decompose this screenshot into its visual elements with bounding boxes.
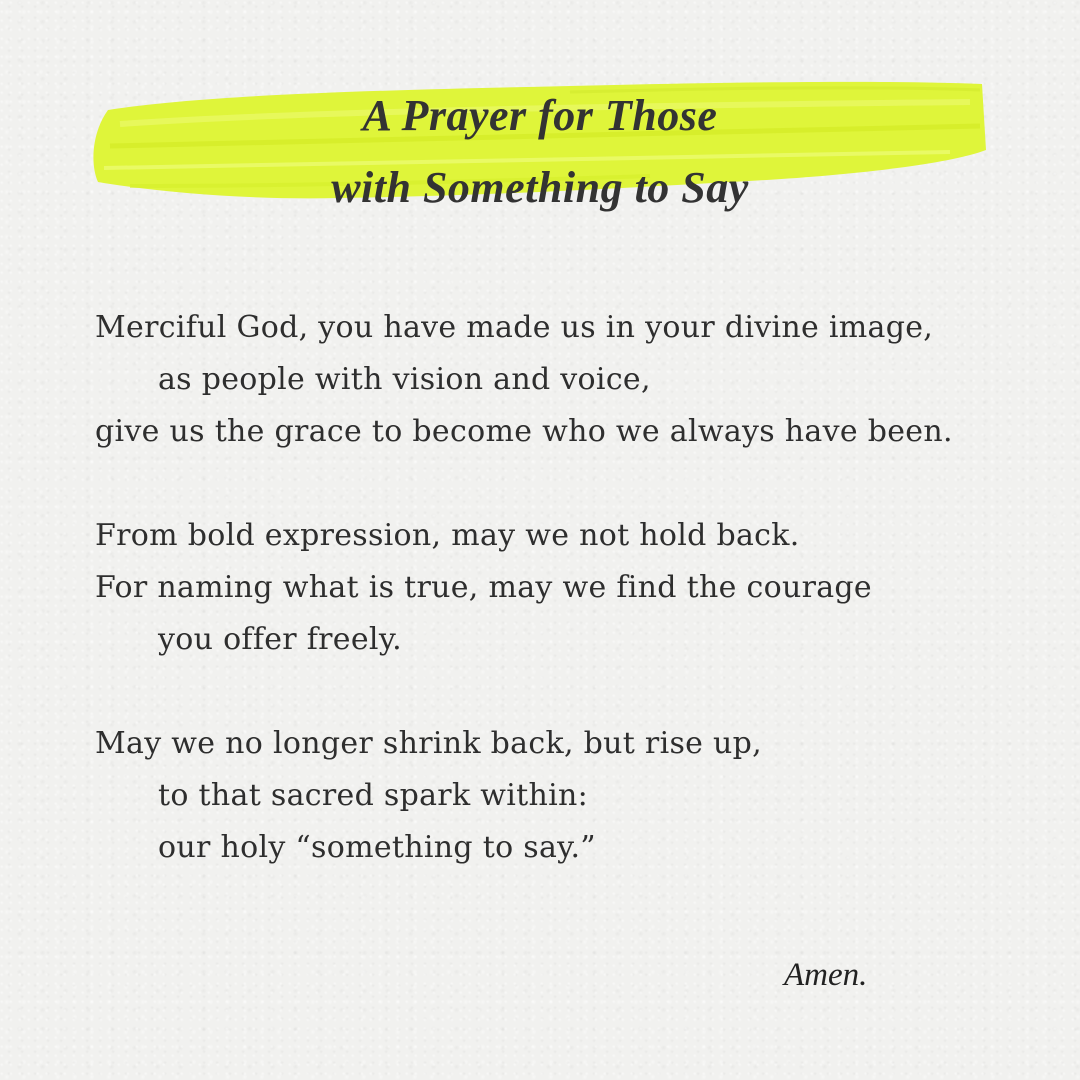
stanza-line: as people with vision and voice, xyxy=(158,362,651,397)
stanza-line: our holy “something to say.” xyxy=(158,830,596,865)
stanza-line: From bold expression, may we not hold back. xyxy=(95,518,800,553)
stanza-line: For naming what is true, may we find the courage xyxy=(95,570,872,605)
stanza-3 xyxy=(95,718,995,874)
stanza-2 xyxy=(95,510,995,666)
stanza-line: Merciful God, you have made us in your divine image, xyxy=(95,310,934,345)
title-block xyxy=(90,72,990,212)
stanza-line: give us the grace to become who we always have been. xyxy=(95,414,953,449)
page-title xyxy=(90,80,990,224)
title-line-2: with Something to Say xyxy=(331,163,749,212)
prayer-body xyxy=(95,302,995,926)
stanza-line: you offer freely. xyxy=(158,622,402,657)
stanza-1 xyxy=(95,302,995,458)
title-line-1: A Prayer for Those xyxy=(362,91,718,140)
stanza-line: to that sacred spark within: xyxy=(158,778,589,813)
closing-amen: Amen. xyxy=(784,957,868,993)
stanza-line: May we no longer shrink back, but rise up, xyxy=(95,726,763,761)
